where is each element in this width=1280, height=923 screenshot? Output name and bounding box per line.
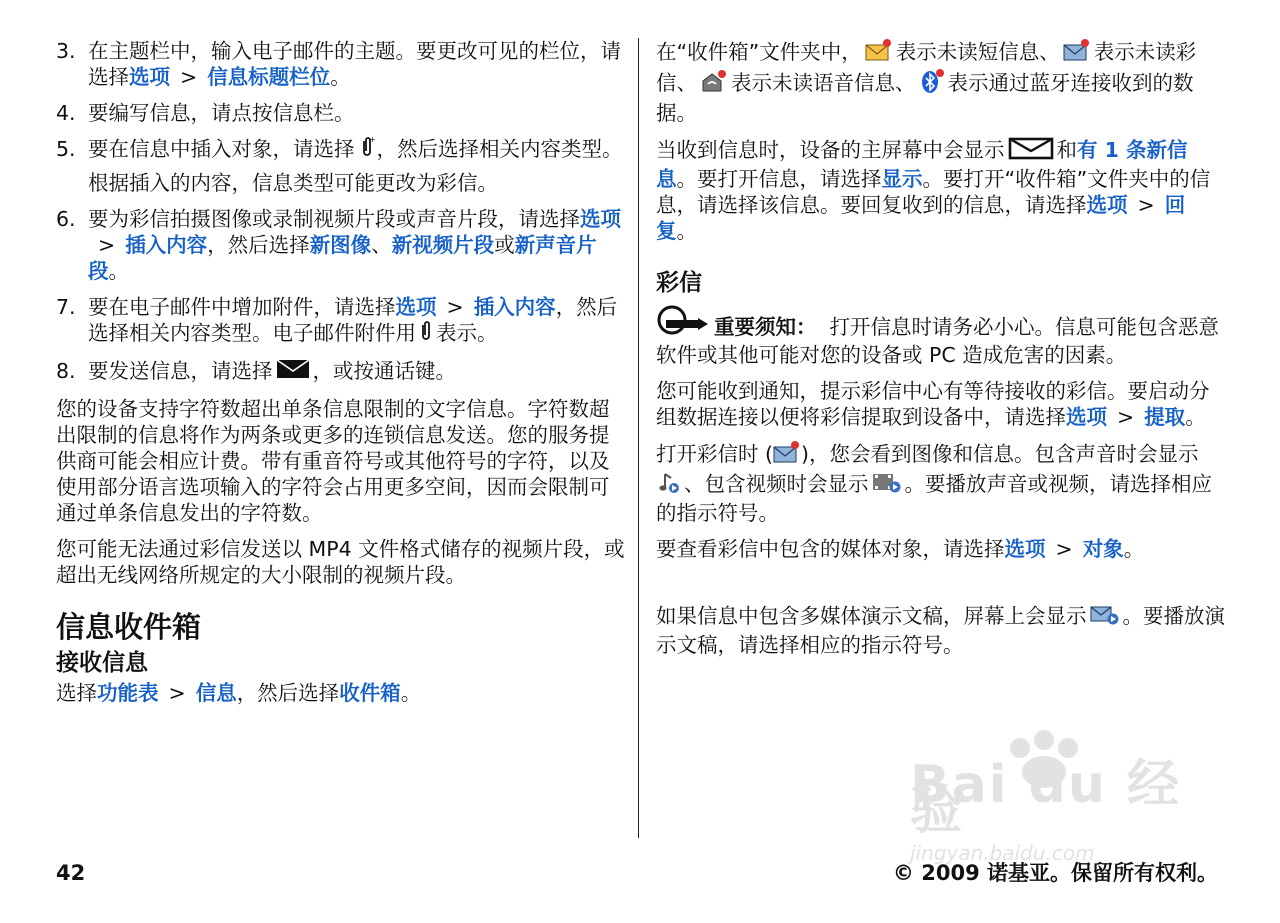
- step-number: 8.: [56, 359, 76, 383]
- paragraph-concatenated-sms: 您的设备支持字符数超出单条信息限制的文字信息。字符数超出限制的信息将作为两条或更多的连锁信息发送。您的服务提供商可能会相应计费。带有重音符号或其他符号的字符，以及使用部分语言选项输入的字符会占用更多空间，因而会限制可通过单条信息发出的字符数。: [56, 397, 610, 525]
- text: 打开彩信时 (: [656, 442, 774, 466]
- text: ，然后选择: [236, 681, 340, 705]
- text: 如果信息中包含多媒体演示文稿，屏幕上会显示: [656, 604, 1087, 628]
- menu-separator: >: [98, 233, 116, 257]
- warning-hand-icon: [656, 306, 710, 342]
- text: )，您会看到图像和信息。包含声音时会显示: [801, 442, 1199, 466]
- link-inbox[interactable]: 收件箱: [339, 681, 401, 705]
- menu-separator: >: [180, 65, 198, 89]
- link-options[interactable]: 选项: [1004, 537, 1046, 561]
- paragraph-view-objects: [656, 536, 1226, 562]
- copyright-notice: © 2009 诺基亚。保留所有权利。: [892, 861, 1218, 885]
- watermark-brand: Bai du 经验: [910, 755, 1181, 841]
- warning-label: 重要须知：: [714, 315, 817, 339]
- link-show[interactable]: 显示: [881, 167, 923, 191]
- unread-voice-message-icon: [700, 69, 728, 99]
- unread-sms-icon: [865, 38, 893, 68]
- attachment-insert-icon: [358, 136, 374, 164]
- link-new-sound-clip[interactable]: 新声音片段: [88, 233, 597, 283]
- step-text: 、: [371, 233, 392, 257]
- step-3: [56, 38, 626, 90]
- menu-separator: >: [1117, 405, 1135, 429]
- text: 。要打开“收件箱”文件夹中的信息，请选择该信息。要回复收到的信息，请选择: [656, 167, 1211, 217]
- step-text: ，然后选择相关内容类型。电子邮件附件用: [88, 295, 618, 345]
- menu-separator: >: [168, 681, 186, 705]
- video-indicator-icon: [872, 470, 902, 500]
- paragraph-new-message-notice: [656, 136, 1226, 244]
- attachment-icon: [419, 320, 433, 348]
- sound-indicator-icon: [659, 470, 681, 500]
- step-text: ，然后选择相关内容类型。: [376, 137, 623, 161]
- step-number: 6.: [56, 207, 76, 231]
- link-options[interactable]: 选项: [395, 295, 437, 319]
- send-envelope-icon: [276, 358, 310, 386]
- link-retrieve[interactable]: 提取: [1144, 405, 1186, 429]
- step-8: [56, 358, 626, 386]
- right-column: [656, 38, 1226, 668]
- text: 和: [1056, 138, 1077, 162]
- menu-separator: >: [1137, 193, 1155, 217]
- link-options[interactable]: 选项: [1066, 405, 1107, 429]
- step-5-note: 根据插入的内容，信息类型可能更改为彩信。: [88, 171, 498, 195]
- step-text: ，然后选择: [207, 233, 310, 257]
- text: 。: [1185, 405, 1206, 429]
- link-menu[interactable]: 功能表: [97, 681, 159, 705]
- step-text: 或: [494, 233, 515, 257]
- text: 当收到信息时，设备的主屏幕中会显示: [656, 138, 1005, 162]
- step-number: 4.: [56, 101, 76, 125]
- paragraph-open-mms: [656, 440, 1226, 526]
- paragraph-inbox-indicators: [656, 38, 1226, 126]
- step-text: 要编写信息，请点按信息栏。: [88, 101, 355, 125]
- step-5: [56, 136, 626, 164]
- step-number: 7.: [56, 295, 76, 319]
- link-header-fields[interactable]: 信息标题栏位: [207, 65, 331, 89]
- step-text: 。: [108, 259, 129, 283]
- link-options[interactable]: 选项: [580, 207, 621, 231]
- warning-text: 打开信息时请务必小心。信息可能包含恶意软件或其他可能对您的设备或 PC 造成危害的因素。: [656, 315, 1220, 367]
- text: 您可能收到通知，提示彩信中心有等待接收的彩信。要启动分组数据连接以便将彩信提取到设备中，请选择: [656, 379, 1210, 429]
- menu-separator: >: [446, 295, 464, 319]
- menu-separator: >: [1055, 537, 1073, 561]
- link-objects[interactable]: 对象: [1082, 537, 1124, 561]
- step-text: 在主题栏中，输入电子邮件的主题。要更改可见的栏位，请选择: [88, 39, 621, 89]
- link-one-new-message[interactable]: 有 1 条新信息: [656, 138, 1188, 191]
- baidu-watermark: [910, 732, 1210, 872]
- text: 在“收件箱”文件夹中，: [656, 40, 862, 64]
- step-4: [56, 100, 626, 126]
- step-number: 3.: [56, 39, 76, 63]
- step-6: [56, 206, 626, 284]
- new-message-envelope-icon: [1008, 136, 1054, 166]
- step-text: 要为彩信拍摄图像或录制视频片段或声音片段，请选择: [88, 207, 580, 231]
- section-heading-inbox: 信息收件箱: [56, 610, 202, 644]
- link-new-video-clip[interactable]: 新视频片段: [391, 233, 495, 257]
- text: 。要打开信息，请选择: [676, 167, 882, 191]
- paragraph-presentation: [656, 602, 1226, 658]
- step-text: 要在信息中插入对象，请选择: [88, 137, 355, 161]
- paragraph-select-inbox: [56, 680, 626, 706]
- text: 表示未读彩信、: [656, 40, 1197, 95]
- warning-notice: [656, 306, 1226, 368]
- text: 。要播放声音或视频，请选择相应的指示符号。: [656, 472, 1212, 525]
- presentation-indicator-icon: [1090, 602, 1120, 632]
- paragraph-retrieve-mms: [656, 378, 1226, 430]
- link-new-image[interactable]: 新图像: [309, 233, 372, 257]
- text: 要查看彩信中包含的媒体对象，请选择: [656, 537, 1005, 561]
- text: 表示未读语音信息、: [731, 71, 916, 95]
- step-text: 要在电子邮件中增加附件，请选择: [88, 295, 396, 319]
- link-options[interactable]: 选项: [129, 65, 170, 89]
- step-text: ，或按通话键。: [312, 359, 456, 383]
- link-insert-content[interactable]: 插入内容: [125, 233, 208, 257]
- watermark-url: jingyan.baidu.com: [910, 841, 1095, 865]
- section-heading-mms: 彩信: [656, 270, 702, 296]
- svg-text:+: +: [368, 135, 376, 144]
- link-options[interactable]: 选项: [1086, 193, 1128, 217]
- text: 选择: [56, 681, 97, 705]
- link-reply[interactable]: 回复: [656, 193, 1186, 243]
- text: 。: [400, 681, 422, 705]
- text: 、包含视频时会显示: [684, 472, 869, 496]
- text: 表示通过蓝牙连接收到的数据。: [656, 71, 1194, 125]
- subheading-receive-messages: 接收信息: [56, 650, 148, 676]
- text: 表示未读短信息、: [895, 40, 1060, 64]
- column-divider: [638, 38, 639, 838]
- text: 。: [1123, 537, 1145, 561]
- link-messaging[interactable]: 信息: [195, 681, 237, 705]
- step-7: [56, 294, 626, 348]
- link-insert-content[interactable]: 插入内容: [473, 295, 556, 319]
- step-text: 表示。: [436, 321, 498, 345]
- unread-mms-icon: [1063, 38, 1091, 68]
- left-column: [56, 38, 626, 716]
- step-text: 。: [330, 65, 351, 89]
- page-number: 42: [56, 861, 86, 885]
- text: 。: [676, 219, 697, 243]
- open-mms-icon: [773, 440, 801, 470]
- bluetooth-data-icon: [919, 68, 945, 100]
- step-text: 要发送信息，请选择: [88, 359, 273, 383]
- text: 。要播放演示文稿，请选择相应的指示符号。: [656, 604, 1225, 657]
- step-number: 5.: [56, 137, 76, 161]
- paragraph-mp4-limit: 您可能无法通过彩信发送以 MP4 文件格式储存的视频片段，或超出无线网络所规定的大小限制的视频片段。: [56, 537, 625, 587]
